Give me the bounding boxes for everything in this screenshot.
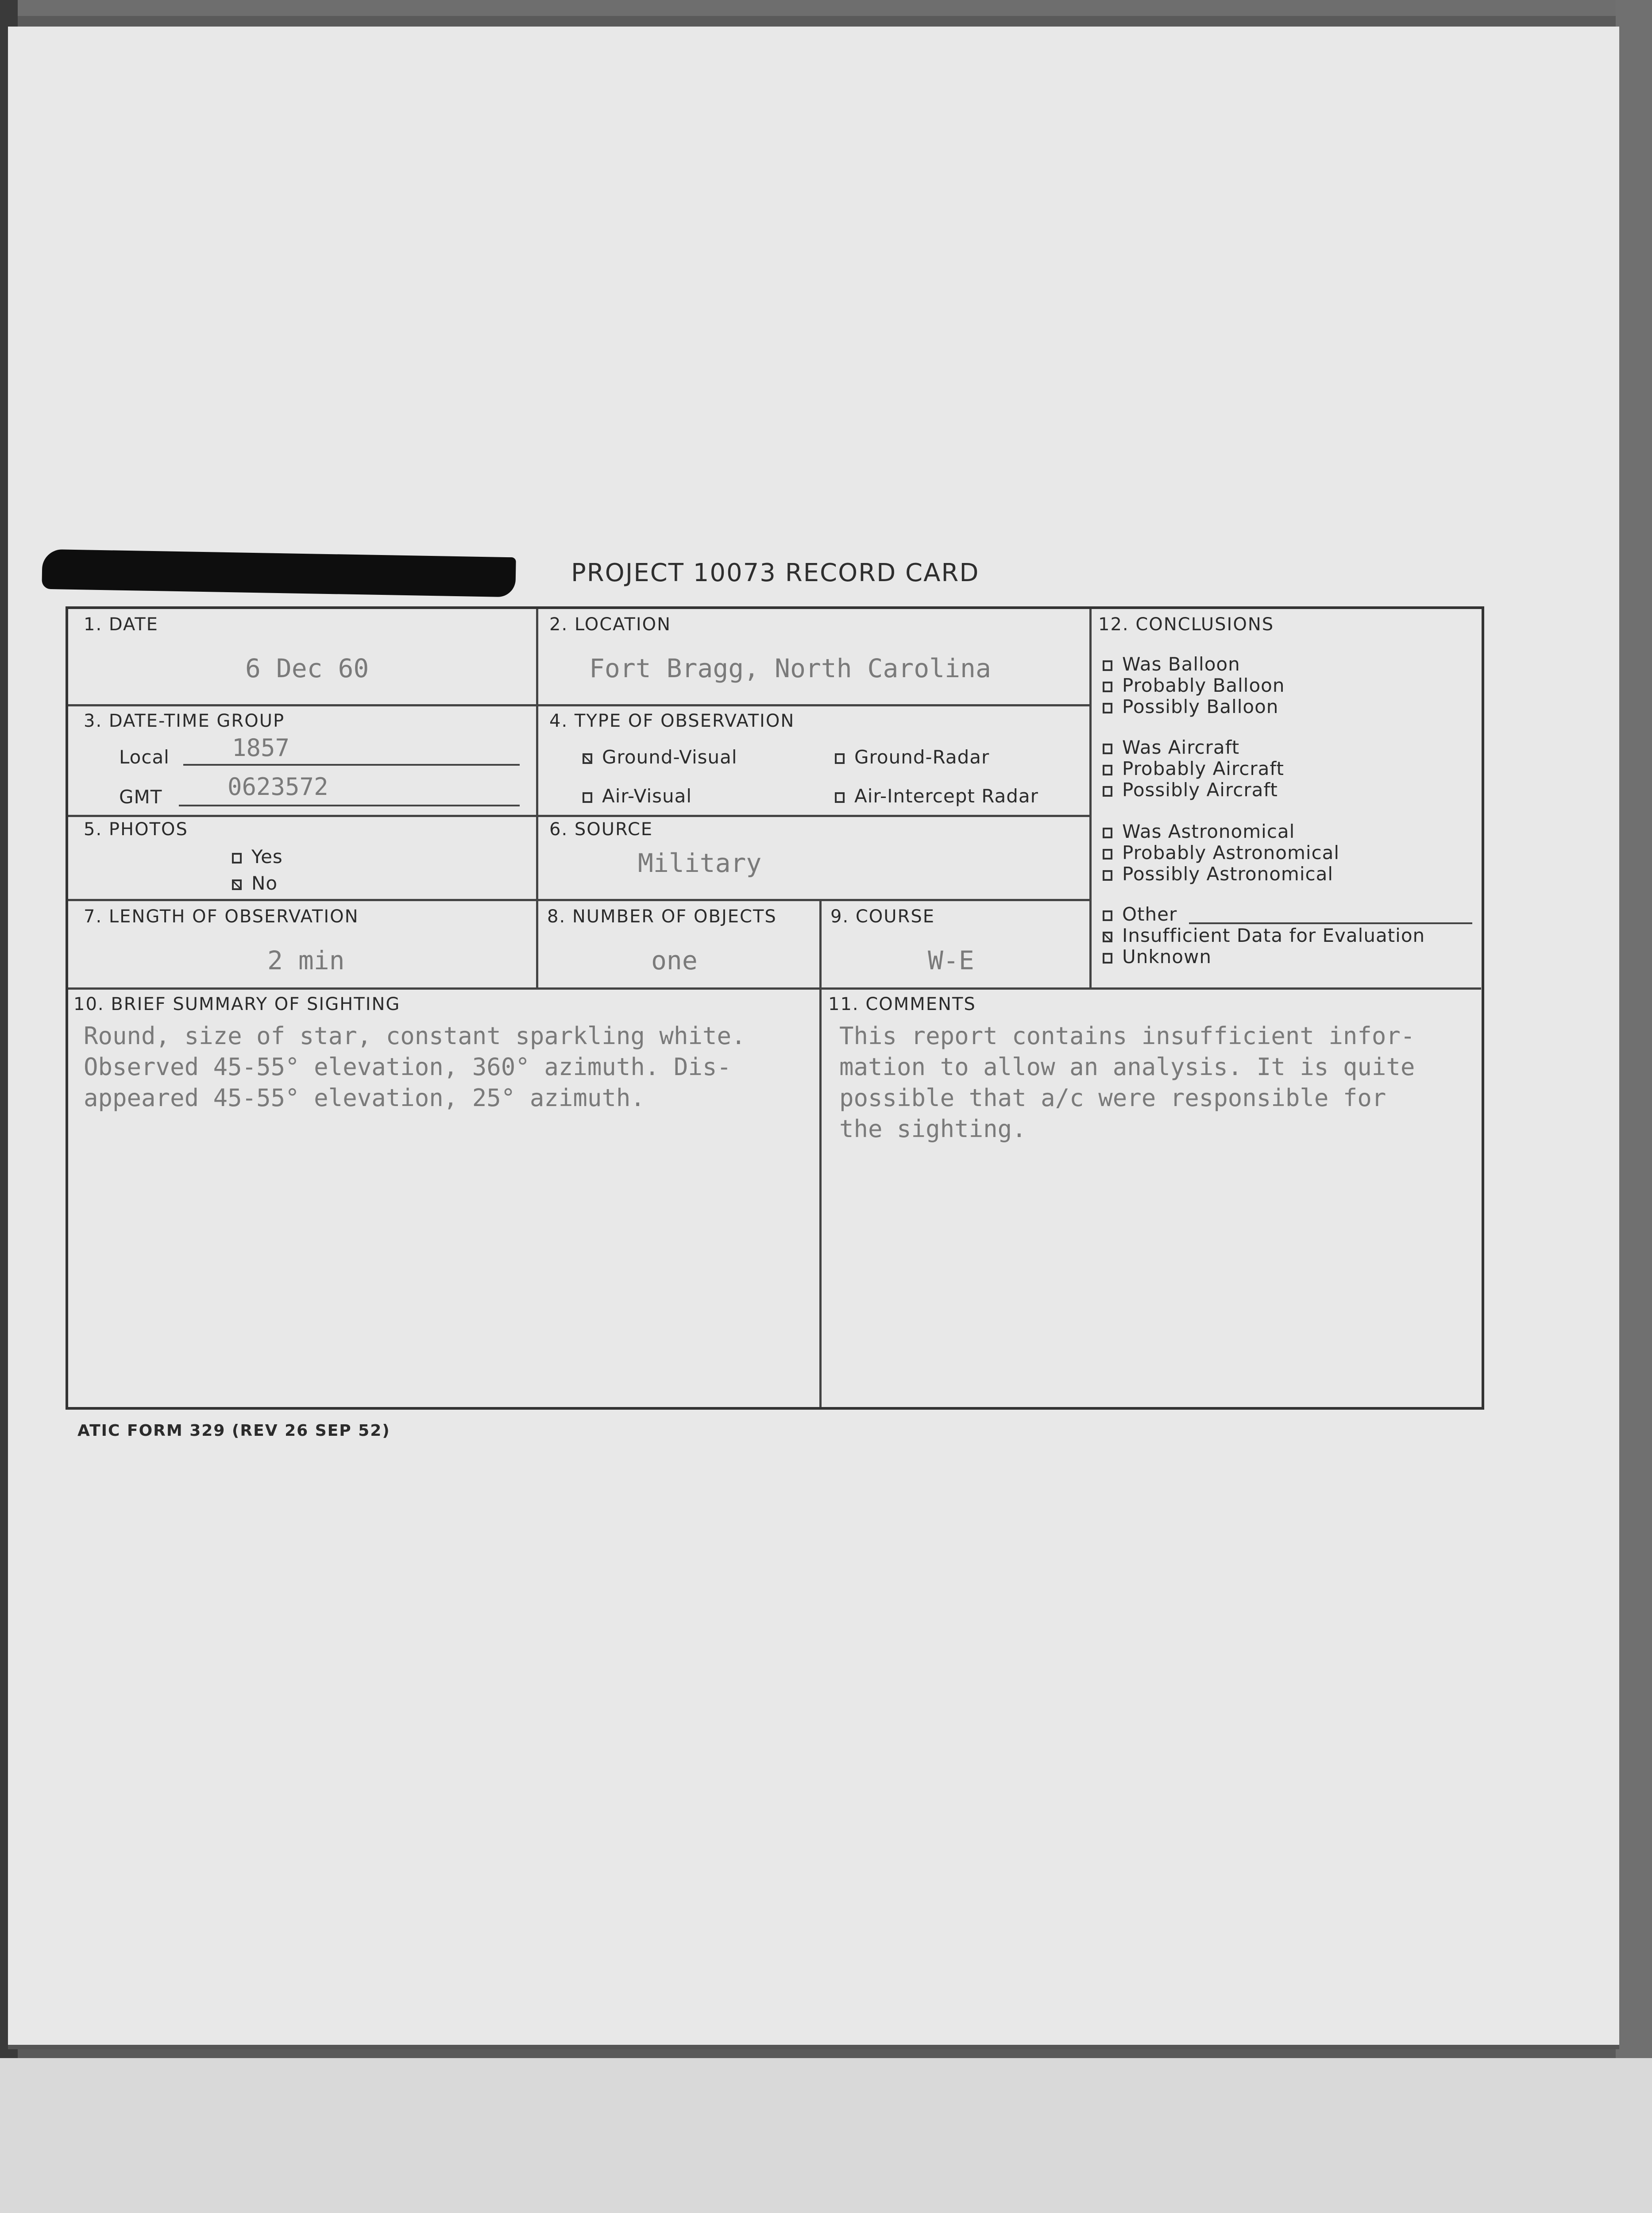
checkbox-icon <box>1103 660 1112 671</box>
option-air-intercept-radar <box>835 785 1038 807</box>
conclusion-text: Was Astronomical <box>1122 821 1295 842</box>
course-cell <box>822 901 1092 990</box>
checkbox-icon <box>835 753 845 764</box>
conclusion-text: Probably Aircraft <box>1122 758 1284 779</box>
option-air-visual <box>583 785 692 807</box>
checkbox-icon <box>1103 765 1112 775</box>
option-ground-radar <box>835 746 989 768</box>
conclusion-possibly-balloon <box>1103 696 1278 717</box>
date-cell <box>68 609 538 706</box>
conclusion-probably-balloon <box>1103 675 1285 696</box>
source-value: Military <box>638 848 762 878</box>
conclusion-probably-astronomical <box>1103 842 1339 864</box>
conclusion-unknown <box>1103 946 1212 968</box>
checkbox-icon <box>1103 703 1112 713</box>
checkbox-icon <box>1103 682 1112 692</box>
record-card <box>66 606 1484 1410</box>
option-text: Air-Visual <box>602 785 692 807</box>
conclusion-text: Was Balloon <box>1122 653 1240 675</box>
photos-cell <box>68 817 538 901</box>
conclusions-label: 12. CONCLUSIONS <box>1098 614 1274 635</box>
option-text: Ground-Radar <box>854 746 990 768</box>
photos-label: 5. PHOTOS <box>84 819 188 840</box>
course-value: W-E <box>928 945 974 975</box>
lower-sheet <box>0 2058 1652 2213</box>
option-text: Ground-Visual <box>602 746 737 768</box>
conclusion-text: Was Aircraft <box>1122 736 1240 758</box>
location-value: Fort Bragg, North Carolina <box>589 653 991 683</box>
film-frame-right <box>1616 0 1652 2080</box>
comments-cell <box>822 990 1481 1407</box>
comments-label: 11. COMMENTS <box>828 994 976 1014</box>
date-label: 1. DATE <box>84 614 158 635</box>
gmt-line <box>179 805 520 806</box>
number-objects-label: 8. NUMBER OF OBJECTS <box>547 906 777 927</box>
course-label: 9. COURSE <box>830 906 935 927</box>
conclusion-possibly-astronomical <box>1103 863 1333 885</box>
conclusion-probably-aircraft <box>1103 758 1284 779</box>
photos-no <box>232 872 278 894</box>
option-ground-visual <box>583 746 737 768</box>
photos-yes-text: Yes <box>251 846 283 867</box>
summary-text: Round, size of star, constant sparkling white. Observed 45-55° elevation, 360° azimuth. Dis- appeared 45-55° elevation, 25° azimuth. <box>84 1022 746 1112</box>
checkbox-icon <box>1103 849 1112 860</box>
gmt-value: 0623572 <box>228 773 328 801</box>
checkbox-icon <box>583 792 592 803</box>
form-number: ATIC FORM 329 (REV 26 SEP 52) <box>77 1422 390 1440</box>
summary-cell <box>68 990 822 1407</box>
gmt-label: GMT <box>119 786 162 808</box>
length-cell <box>68 901 538 990</box>
checkbox-icon <box>1103 953 1112 964</box>
length-label: 7. LENGTH OF OBSERVATION <box>84 906 359 927</box>
redaction-mark <box>42 549 516 598</box>
location-cell <box>538 609 1092 706</box>
conclusion-insufficient-data <box>1103 925 1425 946</box>
local-label: Local <box>119 746 170 768</box>
summary-label: 10. BRIEF SUMMARY OF SIGHTING <box>73 994 401 1014</box>
conclusions-cell <box>1092 609 1481 990</box>
conclusion-text: Insufficient Data for Evaluation <box>1122 925 1425 946</box>
option-text: Air-Intercept Radar <box>854 785 1038 807</box>
length-value: 2 min <box>267 945 345 975</box>
checkbox-icon <box>1103 910 1112 921</box>
type-obs-cell <box>538 706 1092 817</box>
conclusion-other <box>1103 903 1177 925</box>
checkbox-icon <box>1103 870 1112 881</box>
conclusion-was-astronomical <box>1103 821 1295 842</box>
checkbox-icon <box>1103 744 1112 754</box>
conclusion-text: Possibly Aircraft <box>1122 779 1278 801</box>
conclusion-was-aircraft <box>1103 736 1239 758</box>
type-obs-label: 4. TYPE OF OBSERVATION <box>549 711 795 731</box>
comments-text: This report contains insufficient infor- mation to allow an analysis. It is quite possible that a/c were responsible for the sighting. <box>839 1022 1415 1143</box>
source-label: 6. SOURCE <box>549 819 653 840</box>
conclusion-text: Possibly Balloon <box>1122 696 1279 717</box>
checkbox-icon <box>232 853 242 864</box>
checkbox-icon <box>1103 786 1112 797</box>
conclusion-text: Other <box>1122 903 1177 925</box>
conclusion-text: Unknown <box>1122 946 1212 968</box>
date-value: 6 Dec 60 <box>245 653 369 683</box>
dtg-label: 3. DATE-TIME GROUP <box>84 711 285 731</box>
number-objects-value: one <box>651 945 698 975</box>
conclusion-possibly-aircraft <box>1103 779 1278 801</box>
card-title: PROJECT 10073 RECORD CARD <box>571 559 980 587</box>
checkbox-icon <box>1103 932 1112 942</box>
conclusion-text: Probably Astronomical <box>1122 842 1340 864</box>
photos-yes <box>232 846 283 867</box>
checkbox-icon <box>835 792 845 803</box>
checkbox-icon <box>583 753 592 764</box>
number-objects-cell <box>538 901 822 990</box>
checkbox-icon <box>232 879 242 890</box>
other-line <box>1189 922 1472 924</box>
conclusion-text: Probably Balloon <box>1122 675 1285 696</box>
conclusion-text: Possibly Astronomical <box>1122 863 1334 885</box>
local-line <box>183 764 520 766</box>
conclusion-was-balloon <box>1103 653 1240 675</box>
dtg-cell <box>68 706 538 817</box>
location-label: 2. LOCATION <box>549 614 672 635</box>
checkbox-icon <box>1103 828 1112 838</box>
film-frame-top <box>0 0 1652 16</box>
source-cell <box>538 817 1092 901</box>
photos-no-text: No <box>251 872 278 894</box>
local-value: 1857 <box>232 734 290 762</box>
